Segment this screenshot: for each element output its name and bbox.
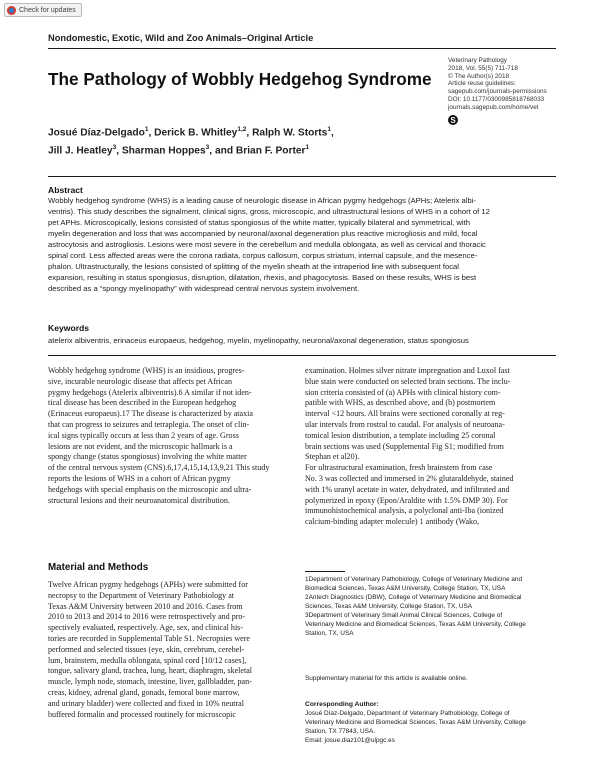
abstract-line: ventris). This study describes the signalment, clinical signs, gross, microscopic, and ultrastructural lesions of WHS in a cohort of 12: [48, 206, 490, 216]
text-line: No. 3 was collected and immersed in 2% glutaraldehyde, stained: [305, 473, 514, 483]
author-name: Sharman Hoppes: [121, 145, 206, 157]
affiliation-line: 3Department of Veterinary Small Animal Clinical Sciences, College of: [305, 611, 503, 619]
corresponding-line: Veterinary Medicine and Biomedical Sciences, Texas A&M University, College: [305, 718, 526, 726]
author-line-2: [48, 141, 334, 159]
author-name: Brian F. Porter: [235, 145, 306, 157]
text-line: that can progress to seizures and tetraplegia. The onset of clin-: [48, 419, 250, 429]
text-line: brain sections was used (Supplemental Fig S1; modified from: [305, 441, 504, 451]
abstract-line: myelin degeneration and loss that was accompanied by neuronal/axonal degeneration plus reactive microgliosis and mild, focal: [48, 228, 478, 238]
text-line: creas, kidney, adrenal gland, gonads, femoral bone marrow,: [48, 687, 240, 697]
text-line: polymerized in epoxy (Epon/Araldite with 1.5% DMP 30). For: [305, 495, 508, 505]
text-line: patible with WHS, as described above, and (b) postmortem: [305, 398, 496, 408]
text-line: ular intervals from rostral to caudal. For analysis of neuroana-: [305, 419, 505, 429]
text-line: calcium-binding adapter molecule) 1 antibody (Wako,: [305, 517, 480, 527]
author-name: Josué Díaz-Delgado: [48, 127, 145, 139]
text-line: lesions are not evident, and the microscopic hallmark is a: [48, 441, 233, 451]
journal-info-line: Article reuse guidelines:: [448, 80, 516, 88]
text-line: tories are recorded in Supplemental Table S1. Necropsies were: [48, 633, 250, 643]
author-name: Derick B. Whitley: [154, 127, 238, 139]
text-line: with 1% uranyl acetate in water, dehydrated, and infiltrated and: [305, 484, 510, 494]
author-line-1: [48, 123, 334, 141]
author-separator: ,: [116, 145, 122, 157]
abstract-line: astrocytosis and astrogliosis. Lesions were most severe in the cerebellum and medulla oblongata, as well as cervical and thoracic: [48, 239, 486, 249]
text-line: Texas A&M University between 2010 and 2016. Cases from: [48, 601, 243, 611]
author-list: [48, 123, 334, 159]
text-line: performed and selected tissues (eye, skin, cerebrum, cerebel-: [48, 644, 245, 654]
author-name: Ralph W. Storts: [252, 127, 328, 139]
text-line: (Erinaceus europaeus).17 The disease is characterized by ataxia: [48, 409, 253, 419]
text-line: necropsy to the Department of Veterinary Pathobiology at: [48, 590, 234, 600]
check-for-updates-label: Check for updates: [19, 6, 76, 14]
text-line: For ultrastructural examination, fresh brainstem from case: [305, 463, 493, 473]
journal-info-line: DOI: 10.1177/0300985818768033: [448, 95, 545, 103]
author-separator: , and: [209, 145, 236, 157]
text-line: muscle, lymph node, stomach, intestine, liver, gallbladder, pan-: [48, 677, 252, 687]
keywords-rule: [48, 355, 556, 356]
journal-info-line: sagepub.com/journals-permissions: [448, 88, 547, 96]
affiliation-line: Sciences, Texas A&M University, College Station, TX, USA: [305, 602, 473, 610]
abstract-line: spinal cord. Less affected areas were the corona radiata, corpus callosum, corpus striatum, internal capsule, and the mesence-: [48, 250, 478, 260]
abstract-line: described as a “spongy myelinopathy” with widespread central nervous system involvement.: [48, 283, 360, 293]
affiliation-line: Station, TX, USA: [305, 629, 354, 637]
abstract-line: expansion, resulting in status spongiosus, disruption, dilatation, rhexis, and phagocytosis. Based on these results, WHS is best: [48, 272, 477, 282]
author-affiliation-marker: 1,2: [237, 126, 247, 133]
methods-text: [48, 580, 252, 720]
journal-info-line: 2018, Vol. 55(5) 711-718: [448, 64, 518, 72]
journal-info-line: journals.sagepub.com/home/vet: [448, 103, 539, 111]
text-line: tomical lesion distribution, a template including 25 coronal: [305, 430, 496, 440]
keywords-list: atelerix albiventris, erinaceus europaeus, hedgehog, myelin, myelinopathy, neuronal/axonal degeneration, status spongiosus: [48, 336, 469, 345]
text-line: Stephan et al20).: [305, 452, 360, 462]
article-section-label: Nondomestic, Exotic, Wild and Zoo Animals–Original Article: [48, 33, 314, 43]
abstract-body: [48, 196, 558, 295]
corresponding-author-details: [305, 710, 526, 746]
author-separator: ,: [148, 127, 155, 139]
text-line: ical signs typically occurs at less than 2 years of age. Gross: [48, 430, 239, 440]
authors-rule: [48, 176, 556, 177]
text-line: Twelve African pygmy hedgehogs (APHs) were submitted for: [48, 580, 248, 589]
footnote-rule: [305, 571, 345, 572]
journal-info: [448, 57, 547, 112]
supplementary-note: Supplementary material for this article is available online.: [305, 675, 468, 682]
abstract-heading: Abstract: [48, 185, 83, 195]
methods-heading: Material and Methods: [48, 562, 149, 573]
journal-info-line: © The Author(s) 2018: [448, 72, 510, 80]
text-line: of the central nervous system (CNS).6,17,4,15,14,13,9,21 This study: [48, 463, 270, 473]
header-rule: [48, 48, 556, 49]
sage-logo-icon: S: [448, 115, 458, 125]
author-affiliation-marker: 3: [112, 143, 117, 151]
corresponding-line: Station, TX 77843, USA.: [305, 727, 376, 735]
abstract-line: phalon. Ultrastructurally, the lesions consisted of splitting of the myelin sheath at the intraperiod line with subsequent focal: [48, 261, 459, 271]
text-line: Wobbly hedgehog syndrome (WHS) is an insidious, progres-: [48, 366, 245, 375]
check-for-updates-badge[interactable]: [4, 3, 82, 17]
text-line: structural lesions and their neuroanatomical distribution.: [48, 495, 230, 505]
affiliation-line: Biomedical Sciences, Texas A&M University, College Station, TX, USA: [305, 584, 506, 592]
text-line: sion criteria consisted of (a) APHs with clinical history com-: [305, 387, 501, 397]
author-affiliation-marker: 1: [327, 126, 331, 133]
text-line: interval <12 hours. All brains were sectioned coronally at reg-: [305, 409, 505, 419]
text-line: lum, brainstem, medulla oblongata, spinal cord [10/12 cases],: [48, 655, 247, 665]
corresponding-line: Email: josue.diaz101@ulpgc.es: [305, 736, 395, 744]
paper-title: The Pathology of Wobbly Hedgehog Syndrome: [48, 69, 432, 89]
author-separator: ,: [330, 127, 334, 139]
text-line: buffered formalin and processed routinely for microscopic: [48, 709, 236, 719]
text-line: spongy change (status spongiosus) involving the white matter: [48, 452, 247, 462]
affiliation-line: Veterinary Medicine and Biomedical Sciences, Texas A&M University, College: [305, 620, 526, 628]
abstract-line: Wobbly hedgehog syndrome (WHS) is a leading cause of neurologic disease in African pygmy hedgehogs (APHs; Atelerix albi-: [48, 196, 476, 205]
text-line: tongue, salivary gland, trachea, lung, heart, diaphragm, skeletal: [48, 666, 253, 676]
author-affiliation-marker: 1: [305, 143, 310, 151]
text-line: sive, incurable neurologic disease that affects pet African: [48, 376, 232, 386]
crossmark-icon: [7, 6, 16, 15]
keywords-heading: Keywords: [48, 323, 90, 333]
introduction-text: [48, 366, 269, 506]
affiliation-line: 2Antech Diagnostics (DBW), College of Veterinary Medicine and Biomedical: [305, 593, 522, 601]
text-line: hedgehogs with special emphasis on the microscopic and ultra-: [48, 484, 252, 494]
text-line: reports the lesions of WHS in a cohort of African pygmy: [48, 473, 231, 483]
methods-text-continued: [305, 366, 513, 528]
text-line: immunohistochemical analysis, a polyclonal anti-Iba (ionized: [305, 506, 504, 516]
corresponding-line: Josué Díaz-Delgado, Department of Veterinary Pathobiology, College of: [305, 710, 510, 717]
affiliations: [305, 576, 526, 639]
text-line: spectively evaluated, respectively. Age, sex, and clinical his-: [48, 623, 243, 633]
text-line: 2010 to 2013 and 2014 to 2016 were retrospectively and pro-: [48, 612, 246, 622]
text-line: pygmy hedgehogs (Atelerix albiventris).6 A similar if not iden-: [48, 387, 252, 397]
affiliation-line: 1Department of Veterinary Pathobiology, College of Veterinary Medicine and: [305, 576, 523, 583]
journal-info-line: Veterinary Pathology: [448, 57, 507, 64]
text-line: tical disease has been described in the European hedgehog: [48, 398, 237, 408]
author-name: Jill J. Heatley: [48, 145, 113, 157]
text-line: blue stain were conducted on selected brain sections. The inclu-: [305, 376, 511, 386]
author-separator: ,: [246, 127, 253, 139]
text-line: and urinary bladder) were collected and fixed in 10% neutral: [48, 698, 244, 708]
corresponding-author-heading: Corresponding Author:: [305, 701, 379, 708]
abstract-line: pet APHs. Microscopically, lesions consisted of status spongiosus of the white matter, typically bilateral and symmetrical, with: [48, 217, 470, 227]
author-affiliation-marker: 3: [205, 143, 210, 151]
text-line: examination. Holmes silver nitrate impregnation and Luxol fast: [305, 366, 510, 375]
author-affiliation-marker: 1: [144, 126, 149, 133]
